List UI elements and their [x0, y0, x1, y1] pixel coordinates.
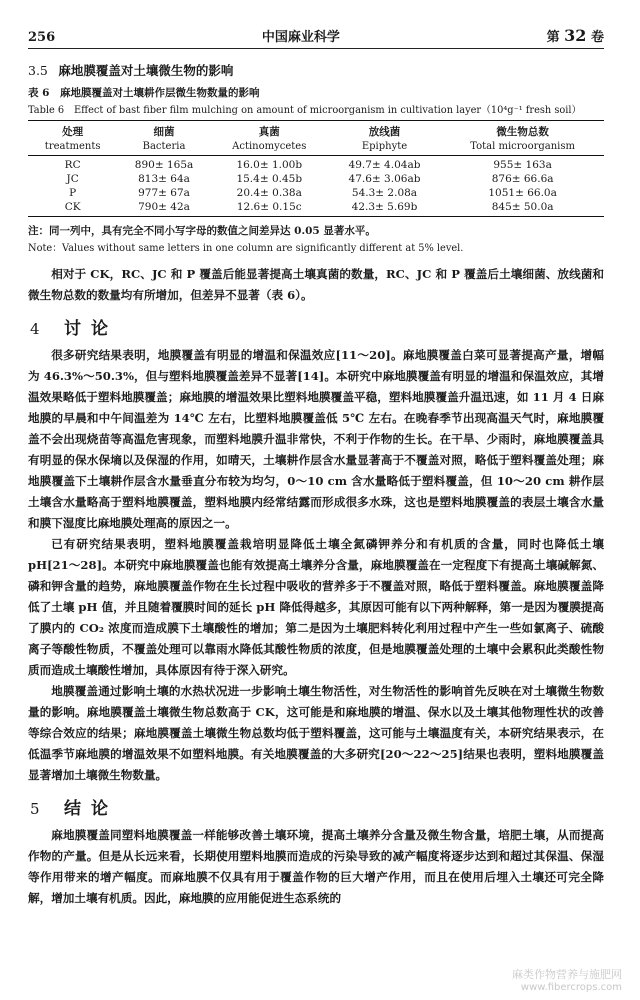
- table-header-cn: [28, 121, 604, 141]
- table-row: [28, 186, 604, 200]
- table-cell: 955± 163a: [493, 159, 552, 171]
- table-caption-en: Table 6 Effect of bast fiber film mulching on amount of microorganism in cultivation layer（10⁴g⁻¹ fresh soil）: [28, 105, 582, 116]
- table-note-cn: 注：同一列中，具有完全不同小写字母的数值之间差异达 0.05 显著水平。: [28, 225, 376, 237]
- microorganism-table: [28, 120, 604, 217]
- table-cell: 977± 67a: [138, 187, 190, 199]
- table-cell: 15.4± 0.45b: [236, 173, 303, 185]
- table-cell: 47.6± 3.06ab: [348, 173, 421, 185]
- table-cell: 876± 66.6a: [491, 173, 554, 185]
- table-caption-cn: 表 6 麻地膜覆盖对土壤耕作层微生物数量的影响: [28, 87, 260, 99]
- discussion-paragraph: 很多研究结果表明，地膜覆盖有明显的增温和保温效应[11～20]。麻地膜覆盖白菜可显著提高产量，增幅为 46.3%～50.3%，但与塑料地膜覆盖差异不显著[14]。本研究中麻地膜覆盖有明显的增温和保温效应，其增温效果略低于塑料地膜覆盖；麻地膜的增温效果比塑料地膜覆盖平稳，塑料地膜覆盖升温迅速，如 11 月 4 日麻地膜的早晨和中午间温差为 14℃ 左右，比塑料地膜覆盖低 5℃ 左右。在晚春季节出现高温天气时，麻地膜覆盖不会出现烧苗等高温危害现象，而塑料地膜升温非常快，不利于作物的生长。在干旱、少雨时，麻地膜覆盖具有明显的保水保墒以及保湿的作用，如晴天，土壤耕作层含水量显著高于不覆盖对照，略低于塑料覆盖处理；麻地膜覆盖下土壤耕作层含水量垂直分布较为均匀，0～10 cm 含水量略低于塑料覆盖，但 10～20 cm 耕作层土壤含水量略高于塑料地膜覆盖，塑料地膜内经常结露而形成很多水珠，这也是塑料地膜覆盖的表层土壤含水量和膜下湿度比麻地膜处理高的原因之一。: [28, 348, 604, 530]
- section-title: 结论: [64, 799, 118, 819]
- table-cell: 813± 64a: [138, 173, 190, 185]
- header-cell: 微生物总数: [441, 121, 604, 141]
- table-cell: 42.3± 5.69b: [328, 200, 441, 217]
- discussion-paragraph: 地膜覆盖通过影响土壤的水热状况进一步影响土壤生物活性，对生物活性的影响首先反映在对土壤微生物数量的影响。麻地膜覆盖土壤微生物总数高于 CK，这可能是和麻地膜的增温、保水以及土壤其他物理性状的改善等综合效应的结果；麻地膜覆盖土壤微生物总数均低于塑料覆盖，这可能与土壤温度有关，本研究结果表示，在低温季节麻地膜的增温效果不如塑料地膜。有关地膜覆盖的大多研究[20～22～25]结果也表明，塑料地膜覆盖显著增加土壤微生物数量。: [28, 684, 604, 782]
- table-cell: 12.6± 0.15c: [211, 200, 328, 217]
- header-cell: 处理: [28, 121, 117, 141]
- section-4-heading: [28, 314, 604, 339]
- table-header-en: [28, 140, 604, 156]
- table-cell: RC: [64, 159, 81, 171]
- header-cell: 细菌: [117, 121, 210, 141]
- table-cell: CK: [28, 200, 117, 217]
- table-note-en: Note：Values without same letters in one column are significantly different at 5% level.: [28, 243, 464, 254]
- header-cell: Total microorganism: [441, 140, 604, 156]
- table-cell: 16.0± 1.00b: [236, 159, 303, 171]
- header-cell: Actinomycetes: [211, 140, 328, 156]
- discussion-paragraph: 已有研究结果表明，塑料地膜覆盖栽培明显降低土壤全氮磷钾养分和有机质的含量，同时也降低土壤 pH[21～28]。本研究中麻地膜覆盖也能有效提高土壤养分含量，麻地膜覆盖在一定程度下有提高土壤碱解氮、磷和钾含量的趋势，麻地膜覆盖作物在生长过程中吸收的营养多于不覆盖对照，略低于塑料覆盖。麻地膜覆盖降低了土壤 pH 值，并且随着覆膜时间的延长 pH 降低得越多，其原因可能有以下两种解释，第一是因为覆膜提高了膜内的 CO₂ 浓度而造成膜下土壤酸性的增加；第二是因为土壤肥料转化利用过程中产生一些如氯离子、硫酸离子等酸性物质，不覆盖处理可以靠雨水降低其酸性物质的浓度，但是地膜覆盖处理的土壤中会累积此类酸性物质而造成土壤酸性增加，具体原因有待于深入研究。: [28, 537, 604, 677]
- section-3-5-paragraph: 相对于 CK，RC、JC 和 P 覆盖后能显著提高土壤真菌的数量，RC、JC 和 P 覆盖后土壤细菌、放线菌和微生物总数的数量均有所增加，但差异不显著（表 6）。: [28, 267, 604, 302]
- conclusion-paragraph: 麻地膜覆盖同塑料地膜覆盖一样能够改善土壤环境，提高土壤养分含量及微生物含量，培肥土壤，从而提高作物的产量。但是从长远来看，长期使用塑料地膜而造成的污染导致的减产幅度将逐步达到和超过其保温、保湿等作用带来的增产幅度。而麻地膜不仅具有用于覆盖作物的巨大增产作用，而且在使用后埋入土壤还可完全降解，增加土壤有机质。因此，麻地膜的应用能促进生态系统的: [28, 828, 604, 905]
- table-cell: 790± 42a: [117, 200, 210, 217]
- table-cell: 845± 50.0a: [441, 200, 604, 217]
- section-number: 5: [30, 800, 40, 818]
- header-cell: 真菌: [211, 121, 328, 141]
- section-number: 4: [30, 320, 40, 338]
- table-cell: 1051± 66.0a: [488, 187, 557, 199]
- journal-title: 中国麻业科学: [261, 30, 340, 45]
- watermark-cn: 麻类作物营养与施肥网: [512, 968, 622, 981]
- header-cell: treatments: [28, 140, 117, 156]
- header-cell: 放线菌: [328, 121, 441, 141]
- table-row: [28, 172, 604, 186]
- volume-label: 第 32 卷: [546, 26, 604, 45]
- table-cell: 49.7± 4.04ab: [348, 159, 421, 171]
- section-title: 讨论: [64, 319, 118, 339]
- header-cell: Bacteria: [117, 140, 210, 156]
- page-number: 256: [28, 30, 56, 45]
- subsection-heading: [28, 61, 604, 79]
- table-cell: 890± 165a: [134, 159, 194, 171]
- header-cell: Epiphyte: [328, 140, 441, 156]
- table-cell: 20.4± 0.38a: [236, 187, 302, 199]
- site-watermark: [512, 968, 622, 994]
- table-cell: JC: [66, 173, 79, 185]
- watermark-url: www.fibercrops.com: [520, 982, 622, 993]
- subsection-number: 3.5: [28, 63, 48, 78]
- section-5-heading: [28, 794, 604, 819]
- table-cell: P: [69, 187, 77, 199]
- subsection-title: 麻地膜覆盖对土壤微生物的影响: [58, 63, 234, 78]
- table-row: [28, 156, 604, 173]
- table-row: [28, 200, 604, 217]
- table-cell: 54.3± 2.08a: [351, 187, 418, 199]
- running-head: [28, 26, 604, 49]
